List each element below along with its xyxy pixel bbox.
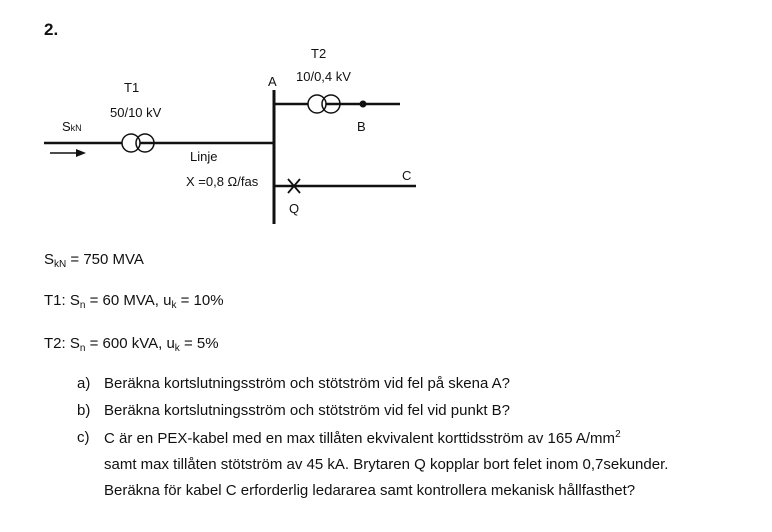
- given-skn: $S_{kN} = 750$ MVA: [44, 251, 144, 270]
- point-b-label: B: [357, 119, 366, 134]
- point-b-dot: [360, 101, 367, 108]
- question-c-line-1: C är en PEX-kabel med en max tillåten ekvivalent korttidsström av 165 $A/mm^2$: [104, 429, 621, 447]
- question-a-letter: a): [77, 375, 91, 392]
- question-a-text: Beräkna kortslutningsström och stötström vid fel på skena A?: [104, 375, 511, 392]
- t2-name: T2: [311, 46, 327, 61]
- question-c-letter: c): [77, 429, 90, 446]
- question-c-line-2: samt max tillåten stötström av 45 kA. Brytaren Q kopplar bort felet inom 0,7sekunder.: [104, 456, 669, 473]
- t2-rating: 10/0,4 kV: [296, 69, 351, 84]
- question-b-text: Beräkna kortslutningsström och stötström vid fel vid punkt B?: [104, 402, 511, 419]
- point-c-label: C: [402, 168, 412, 183]
- breaker-q-label: Q: [289, 201, 300, 216]
- source-label: SkN: [62, 119, 82, 134]
- source-arrow-icon: [50, 149, 86, 157]
- question-b-letter: b): [77, 402, 91, 419]
- given-t2: T2: $S_n = 600$ kVA, $u_k = 5\%$: [44, 335, 219, 354]
- t1-rating: 50/10 kV: [110, 105, 162, 120]
- question-number: 2.: [44, 20, 59, 39]
- given-t1: T1: $S_n = 60$ MVA, $u_k = 10\%$: [44, 292, 224, 311]
- t1-name: T1: [124, 80, 140, 95]
- line-name: Linje: [190, 149, 218, 164]
- line-reactance: X =0,8 Ω/fas: [186, 174, 259, 189]
- question-c-line-3: Beräkna för kabel C erforderlig ledararea samt kontrollera mekanisk hållfasthet?: [104, 482, 636, 499]
- bus-a-label: A: [268, 74, 277, 89]
